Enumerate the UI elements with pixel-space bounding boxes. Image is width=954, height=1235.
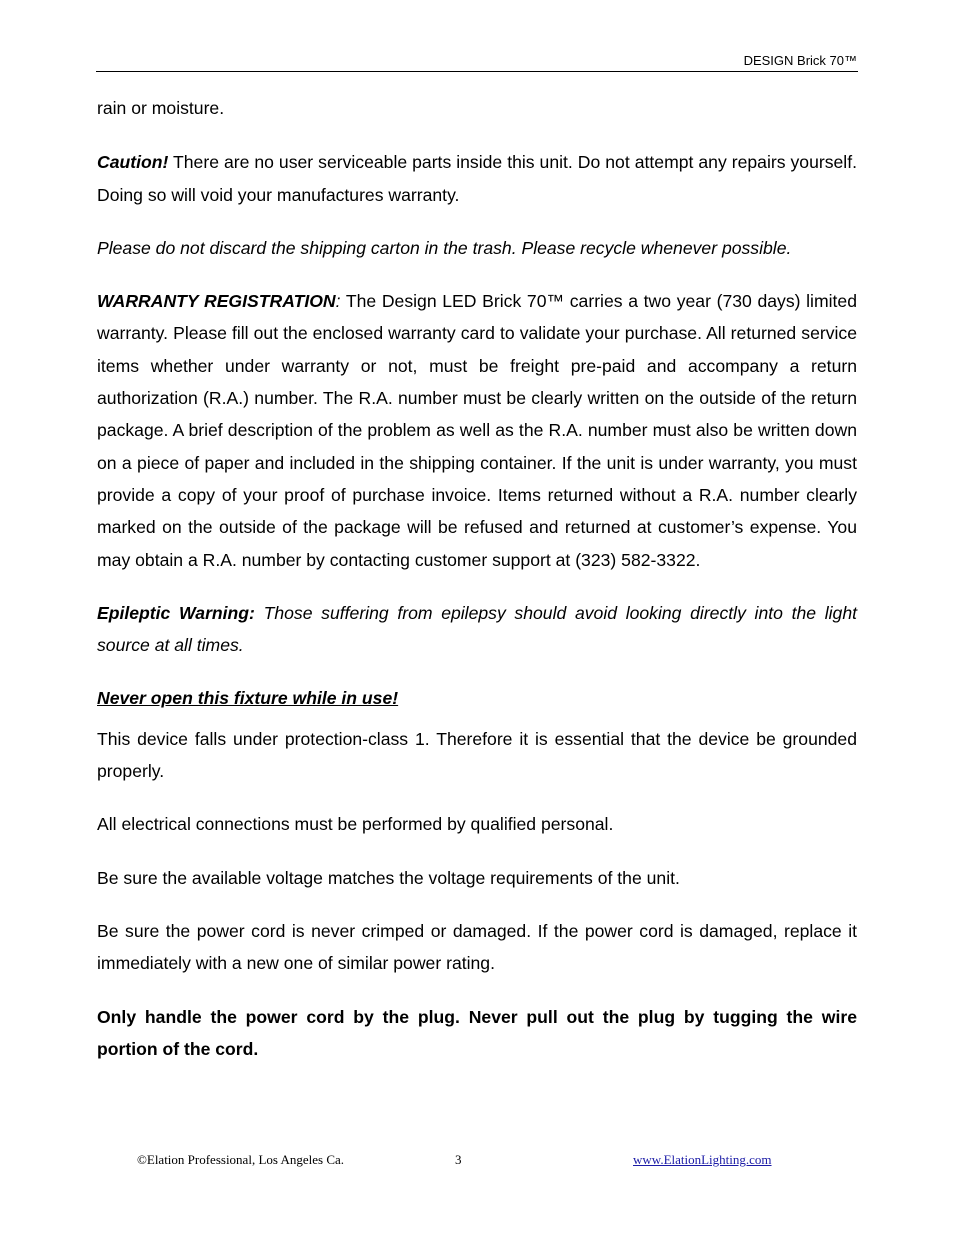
caution-text: There are no user serviceable parts inside this unit. Do not attempt any repairs yourself. Doing so will void your manufactures warranty. bbox=[97, 152, 857, 205]
footer-page-number: 3 bbox=[455, 1152, 462, 1167]
epileptic-paragraph bbox=[97, 597, 857, 662]
warranty-paragraph bbox=[97, 285, 857, 576]
header-rule bbox=[96, 71, 858, 72]
electrical-paragraph: All electrical connections must be performed by qualified personal. bbox=[97, 814, 614, 835]
header-title: DESIGN Brick 70™ bbox=[743, 53, 857, 68]
document-body bbox=[97, 92, 857, 1086]
epileptic-label: Epileptic Warning: bbox=[97, 602, 255, 623]
warranty-text: The Design LED Brick 70™ carries a two year (730 days) limited warranty. Please fill out the enclosed warranty card to validate your purchase. All returned service items whether under warranty or not, must be freight pre-paid and accompany a return authorization (R.A.) number. The R.A. number must be clearly written on the outside of the return package. A brief description of the problem as well as the R.A. number must also be written down on a piece of paper and included in the shipping container. If the unit is under warranty, you must provide a copy of your proof of purchase invoice. Items returned without a R.A. number clearly marked on the outside of the package will be refused and returned at customer’s expense. You may obtain a R.A. number by contacting customer support at (323) 582-3322. bbox=[97, 291, 857, 570]
caution-label: Caution! bbox=[97, 152, 169, 173]
warranty-colon: : bbox=[335, 291, 341, 312]
epileptic-text: Those suffering from epilepsy should avoid looking directly into the light source at all times. bbox=[97, 602, 858, 656]
power-cord-paragraph: Be sure the power cord is never crimped or damaged. If the power cord is damaged, replace it immediately with a new one of similar power rating. bbox=[97, 920, 857, 974]
plug-paragraph: Only handle the power cord by the plug. Never pull out the plug by tugging the wire portion of the cord. bbox=[97, 1006, 857, 1059]
continuation-paragraph: rain or moisture. bbox=[97, 98, 225, 118]
protection-paragraph: This device falls under protection-class 1. Therefore it is essential that the device be grounded properly. bbox=[97, 728, 857, 782]
footer-website-link[interactable]: www.ElationLighting.com bbox=[633, 1152, 772, 1167]
caution-paragraph bbox=[97, 146, 857, 211]
warranty-label: WARRANTY REGISTRATION bbox=[97, 291, 336, 312]
recycle-paragraph: Please do not discard the shipping carton in the trash. Please recycle whenever possible. bbox=[97, 237, 792, 258]
voltage-paragraph: Be sure the available voltage matches the voltage requirements of the unit. bbox=[97, 867, 680, 888]
never-open-heading: Never open this fixture while in use! bbox=[97, 688, 399, 709]
footer-copyright: ©Elation Professional, Los Angeles Ca. bbox=[137, 1152, 345, 1167]
